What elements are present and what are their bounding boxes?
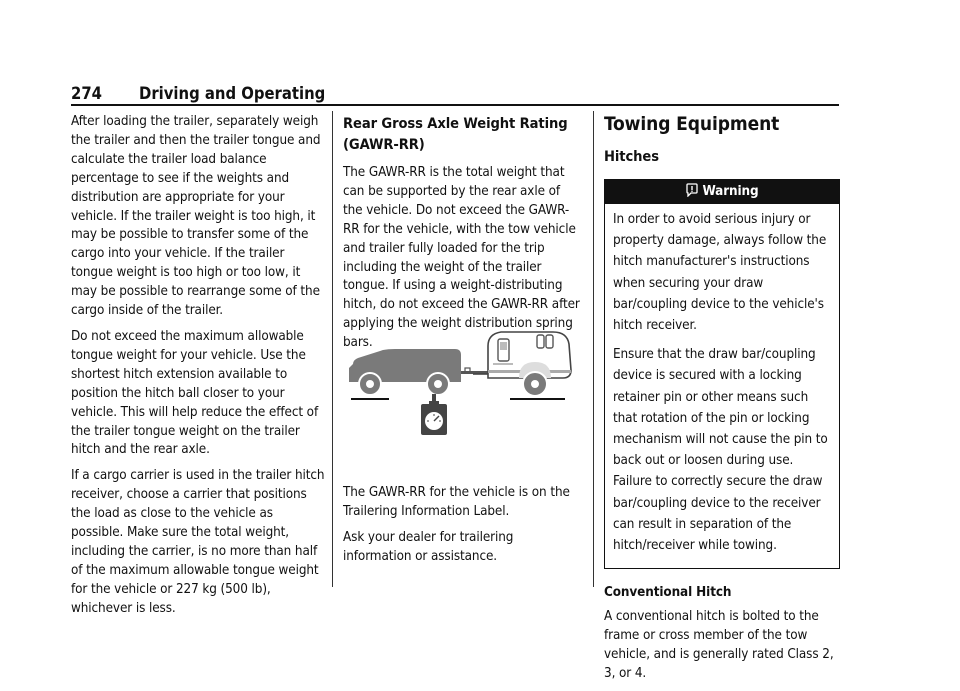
column-3	[604, 113, 840, 691]
hitches-heading: Hitches	[604, 148, 659, 165]
section-title: Driving and Operating	[139, 84, 326, 103]
column-divider-1	[332, 111, 333, 587]
page-header	[71, 84, 839, 106]
suv-hood	[349, 364, 353, 382]
trailer-window-1	[537, 335, 544, 348]
paragraph: After loading the trailer, separately weigh the trailer and then the trailer tongue and calculate the trailer load balance percentage to see if the weights and distribution are appropriate for your vehicle. If the trailer weight is too high, it may be possible to transfer some of the cargo into your vehicle. If the trailer tongue weight is too high or too low, it may be possible to rearrange some of the cargo inside of the trailer.	[71, 114, 321, 319]
paragraph: If a cargo carrier is used in the trailer hitch receiver, choose a carrier that positions the load as close to the vehicle as possible. Make sure the total weight, including the carrier, is no more than half of the maximum allowable tongue weight for the vehicle or 227 kg (500 lb), whichever is less.	[71, 468, 325, 616]
warning-box	[604, 179, 840, 569]
warning-body	[605, 204, 839, 568]
paragraph: A conventional hitch is bolted to the frame or cross member of the tow vehicle, and is generally rated Class 2, 3, or 4.	[604, 609, 834, 681]
column-1	[71, 113, 326, 626]
column-2-lower	[343, 484, 583, 574]
paragraph: Ask your dealer for trailering information or assistance.	[343, 529, 514, 564]
conventional-hitch-heading: Conventional Hitch	[604, 585, 732, 601]
trailer-window-2	[546, 335, 553, 348]
ground-line-left	[351, 398, 389, 400]
column-divider-2	[593, 111, 594, 587]
warning-icon	[685, 183, 699, 197]
towing-equipment-heading: Towing Equipment	[604, 113, 780, 135]
warning-label: Warning	[702, 184, 759, 199]
warning-paragraph: In order to avoid serious injury or property damage, always follow the hitch manufacturer's instructions when securing your draw bar/coupling device to the vehicle's hitch receiver.	[613, 212, 827, 334]
paragraph: The GAWR-RR is the total weight that can be supported by the rear axle of the vehicle. Do not exceed the GAWR-RR for the vehicle, with the tow vehicle and trailer fully loaded for the trip including the weight of the trailer tongue. If using a weight-distributing hitch, do not exceed the GAWR-RR after applying the weight distribution spring bars.	[343, 165, 580, 351]
ground-line-right	[510, 398, 565, 400]
page-number: 274	[71, 84, 102, 103]
trailer-weight-illustration	[343, 320, 583, 450]
warning-paragraph: Ensure that the draw bar/coupling device is secured with a locking retainer pin or other means such that rotation of the pin or locking mechanism will not cause the pin to back out or loosen during use. Failure to correctly secure the draw bar/coupling device to the receiver can result in separation of the hitch/receiver while towing.	[613, 347, 828, 554]
gawr-rr-heading: Rear Gross Axle Weight Rating (GAWR-RR)	[343, 115, 568, 153]
paragraph: The GAWR-RR for the vehicle is on the Trailering Information Label.	[343, 485, 570, 519]
header-rule	[71, 104, 839, 106]
warning-header	[605, 180, 839, 204]
trailer-scale-illustration	[343, 320, 583, 450]
paragraph: Do not exceed the maximum allowable tongue weight for your vehicle. Use the shortest hitch extension available to position the hitch ball closer to your vehicle. This will help reduce the effect of the trailer tongue weight on the trailer hitch and the rear axle.	[71, 328, 319, 458]
